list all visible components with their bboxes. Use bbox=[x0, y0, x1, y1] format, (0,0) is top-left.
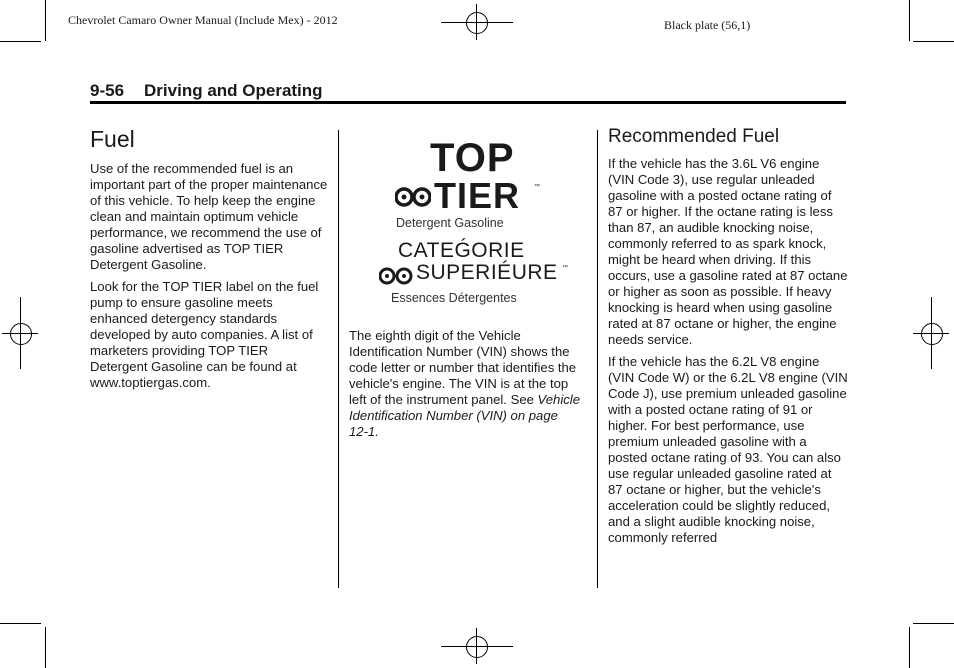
cross-reference: Vehicle Identification Number (VIN) on page 12‑1. bbox=[349, 392, 580, 439]
paragraph: If the vehicle has the 6.2L V8 engine (VIN Code W) or the 6.2L V8 engine (VIN Code J), use premium unleaded gasoline with a posted octane rating of 91 or higher. For best performance, use premium unleaded gasoline with a posted octane rating of 93. You can also use regular unleaded gasoline rated at 87 octane or higher, but the vehicle's acceleration could be slightly reduced, and a slight audible knocking noise, commonly referred bbox=[608, 354, 848, 545]
logo-text: TIER bbox=[434, 175, 521, 216]
logo-text: CATEǴORIE bbox=[398, 239, 525, 262]
crop-mark bbox=[913, 623, 954, 624]
section-title: Driving and Operating bbox=[144, 81, 323, 100]
swirl-icon bbox=[395, 184, 431, 210]
logo-subtitle: Detergent Gasoline bbox=[396, 216, 504, 230]
crop-mark bbox=[0, 623, 41, 624]
crop-mark bbox=[909, 627, 910, 668]
logo-text: TOP bbox=[430, 136, 515, 180]
page-number: 9-56 bbox=[90, 81, 125, 100]
trademark-symbol: ™ bbox=[534, 184, 540, 190]
heading-recommended-fuel: Recommended Fuel bbox=[608, 126, 780, 147]
paragraph: If the vehicle has the 3.6L V6 engine (VIN Code 3), use regular unleaded gasoline with a posted octane rating of 87 or higher. If the octane rating is less than 87, an audible knocking noise, commonly referred to as spark knock, might be heard when driving. If this occurs, use a gasoline rated at 87 octane or higher as soon as possible. If heavy knocking is heard when using gasoline rated at 87 octane or higher, the engine needs service. bbox=[608, 156, 848, 347]
crop-mark bbox=[45, 0, 46, 41]
running-header-right: Black plate (56,1) bbox=[664, 18, 751, 32]
logo-text: SUPERIÉURE bbox=[416, 261, 558, 284]
running-header-left: Chevrolet Camaro Owner Manual (Include Mex) - 2012 bbox=[68, 13, 338, 27]
top-tier-logo bbox=[392, 136, 542, 230]
column-divider bbox=[597, 130, 598, 588]
crop-mark bbox=[913, 41, 954, 42]
categorie-superieure-logo bbox=[376, 240, 576, 310]
column-recommended-fuel bbox=[608, 126, 848, 552]
trademark-symbol: ™ bbox=[562, 265, 568, 271]
crop-mark bbox=[0, 41, 41, 42]
crop-mark bbox=[45, 627, 46, 668]
crop-mark bbox=[909, 0, 910, 41]
paragraph: Use of the recommended fuel is an important part of the proper maintenance of this vehicle. To help keep the engine clean and maintain optimum vehicle performance, we recommend the use of gasoline advertised as TOP TIER Detergent Gasoline. bbox=[90, 161, 328, 272]
column-fuel bbox=[90, 126, 328, 397]
section-rule bbox=[90, 101, 846, 104]
column-divider bbox=[338, 130, 339, 588]
column-vin bbox=[349, 328, 581, 446]
paragraph: The eighth digit of the Vehicle Identification Number (VIN) shows the code letter or number that identifies the vehicle's engine. The VIN is at the top left of the instrument panel. See Vehicle Identification Number (VIN) on page 12‑1. bbox=[349, 328, 580, 439]
paragraph: Look for the TOP TIER label on the fuel pump to ensure gasoline meets enhanced detergency standards developed by auto companies. A list of marketers providing TOP TIER Detergent Gasoline can be found at www.toptiergas.com. bbox=[90, 279, 319, 390]
section-header bbox=[90, 81, 323, 101]
logo-subtitle: Essences Détergentes bbox=[391, 291, 517, 305]
swirl-icon bbox=[379, 265, 413, 287]
heading-fuel: Fuel bbox=[90, 126, 135, 152]
